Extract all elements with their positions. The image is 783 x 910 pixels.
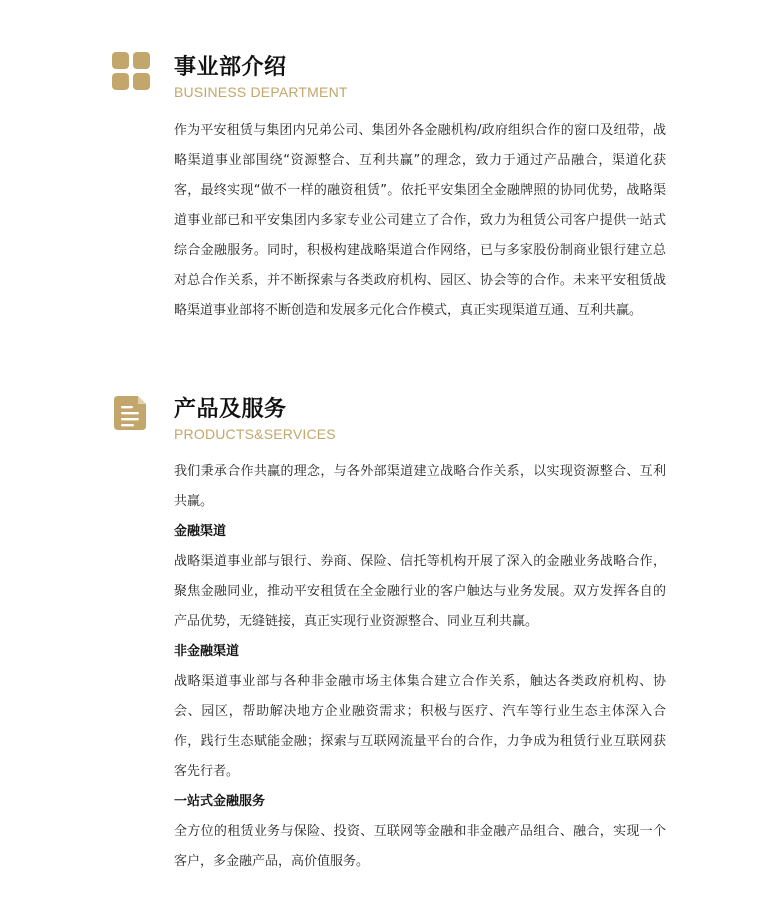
section-title: 事业部介绍 <box>174 55 287 80</box>
section-body <box>174 457 666 877</box>
section-subtitle: BUSINESS DEPARTMENT <box>174 84 348 100</box>
section-title: 产品及服务 <box>174 397 287 422</box>
financial-channel-heading: 金融渠道 <box>174 524 227 539</box>
section-heading <box>174 52 348 100</box>
intro-paragraph: 作为平安租赁与集团内兄弟公司、集团外各金融机构/政府组织合作的窗口及纽带，战略渠道事业部围绕“资源整合、互利共赢”的理念，致力于通过产品融合，渠道化获客，最终实现“做不一样的融资租赁”。依托平安集团全金融牌照的协同优势，战略渠道事业部已和平安集团内多家专业公司建立了合作，致力为租赁公司客户提供一站式综合金融服务。同时，积极构建战略渠道合作网络，已与多家股份制商业银行建立总对总合作关系，并不断探索与各类政府机构、园区、协会等的合作。未来平安租赁战略渠道事业部将不断创造和发展多元化合作模式，真正实现渠道互通、互利共赢。 <box>174 123 666 318</box>
grid-icon <box>112 52 150 90</box>
products-intro-paragraph: 我们秉承合作共赢的理念，与各外部渠道建立战略合作关系，以实现资源整合、互利共赢。 <box>174 464 666 509</box>
non-financial-channel-heading: 非金融渠道 <box>174 644 240 659</box>
financial-channel-text: 战略渠道事业部与银行、券商、保险、信托等机构开展了深入的金融业务战略合作，聚焦金融同业，推动平安租赁在全金融行业的客户触达与业务发展。双方发挥各自的产品优势，无缝链接，真正实现行业资源整合、同业互利共赢。 <box>174 554 666 629</box>
section-subtitle: PRODUCTS&SERVICES <box>174 426 336 442</box>
document-icon <box>112 394 150 432</box>
section-body <box>174 116 666 326</box>
one-stop-service-text: 全方位的租赁业务与保险、投资、互联网等金融和非金融产品组合、融合，实现一个客户，多金融产品，高价值服务。 <box>174 824 666 869</box>
non-financial-channel-text: 战略渠道事业部与各种非金融市场主体集合建立合作关系，触达各类政府机构、协会、园区，帮助解决地方企业融资需求；积极与医疗、汽车等行业生态主体深入合作，践行生态赋能金融；探索与互联网流量平台的合作，力争成为租赁行业互联网获客先行者。 <box>174 674 666 779</box>
section-heading <box>174 394 336 442</box>
one-stop-service-heading: 一站式金融服务 <box>174 794 266 809</box>
